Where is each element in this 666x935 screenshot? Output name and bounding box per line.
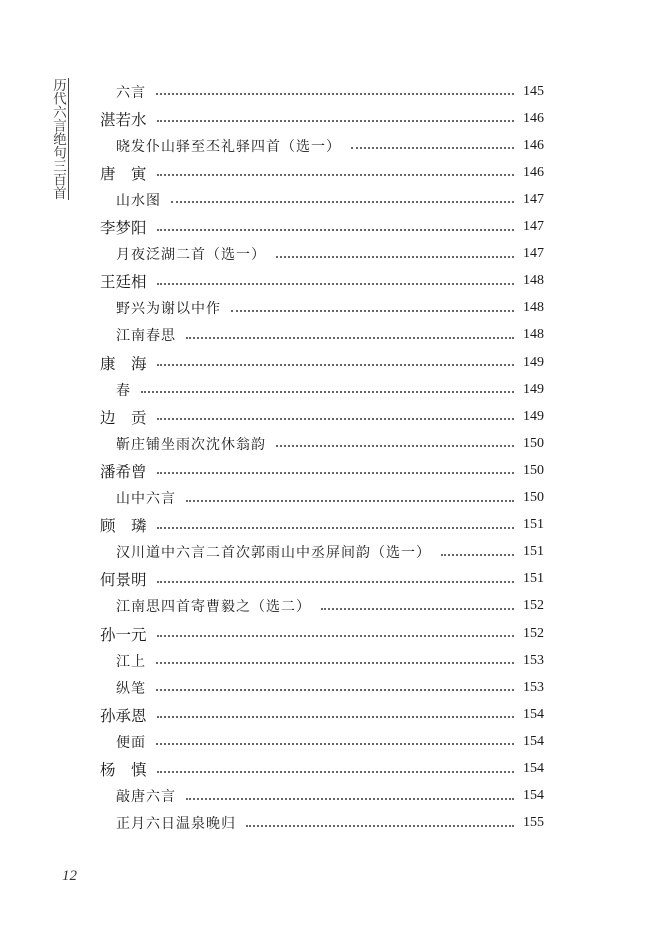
- poem-title: 江南思四首寄曹毅之（选二）: [116, 599, 311, 616]
- toc-entry-author: [0, 620, 544, 647]
- page-ref: 154: [523, 761, 544, 776]
- dot-leader: [156, 92, 514, 95]
- dot-leader: [156, 742, 514, 745]
- page-ref: 150: [523, 435, 544, 451]
- page-ref: 145: [523, 83, 544, 99]
- toc-entry-poem: [0, 647, 544, 674]
- poem-title: 正月六日温泉晚归: [116, 816, 236, 833]
- toc-entry-poem: [0, 783, 544, 810]
- toc-entry-poem: [0, 539, 544, 566]
- toc-entry-poem: [0, 430, 544, 457]
- poem-title: 山水图: [116, 192, 161, 209]
- poem-title: 晓发仆山驿至丕礼驿四首（选一）: [116, 138, 341, 155]
- author-name: 潘希曾: [100, 462, 147, 481]
- toc-entry-author: [0, 457, 544, 484]
- toc-entry-poem: [0, 186, 544, 213]
- toc-entry-poem: [0, 593, 544, 620]
- dot-leader: [186, 336, 514, 339]
- dot-leader: [276, 255, 514, 258]
- toc-entry-author: [0, 701, 544, 728]
- dot-leader: [246, 824, 514, 827]
- page-ref: 154: [523, 706, 544, 722]
- page-ref: 152: [523, 625, 544, 641]
- page-ref: 149: [523, 354, 544, 370]
- dot-leader: [141, 390, 514, 393]
- toc-entry-poem: [0, 376, 544, 403]
- author-name: 康 海: [100, 354, 147, 373]
- poem-title: 春: [116, 382, 131, 399]
- dot-leader: [157, 634, 514, 637]
- page-ref: 147: [523, 191, 544, 207]
- poem-title: 汉川道中六言二首次郭雨山中丞屏间韵（选一）: [116, 545, 431, 562]
- dot-leader: [157, 526, 514, 529]
- author-name: 杨 慎: [100, 761, 147, 779]
- toc-entry-poem: [0, 322, 544, 349]
- dot-leader: [156, 688, 514, 691]
- page-ref: 146: [523, 137, 544, 153]
- toc-entry-poem: [0, 241, 544, 268]
- toc-entry-poem: [0, 728, 544, 755]
- dot-leader: [157, 580, 514, 583]
- page-ref: 148: [523, 300, 544, 316]
- page-ref: 153: [523, 652, 544, 668]
- author-name: 唐 寅: [100, 164, 147, 183]
- page-ref: 150: [523, 490, 544, 505]
- toc-entry-author: [0, 214, 544, 241]
- toc-entry-poem: [0, 78, 544, 105]
- poem-title: 便面: [116, 734, 146, 751]
- toc-entry-poem: [0, 132, 544, 159]
- dot-leader: [231, 309, 514, 312]
- poem-title: 月夜泛湖二首（选一）: [116, 247, 266, 264]
- page-ref: 148: [523, 273, 544, 289]
- page-ref: 153: [523, 679, 544, 695]
- author-name: 王廷相: [100, 273, 147, 292]
- page-ref: 146: [523, 110, 544, 126]
- poem-title: 山中六言: [116, 491, 176, 507]
- author-name: 李梦阳: [100, 219, 147, 237]
- dot-leader: [157, 363, 514, 366]
- page-ref: 146: [523, 164, 544, 180]
- page-ref: 154: [523, 733, 544, 749]
- poem-title: 纵笔: [116, 680, 146, 697]
- dot-leader: [157, 228, 514, 231]
- dot-leader: [157, 417, 514, 420]
- dot-leader: [157, 471, 514, 474]
- page-ref: 151: [523, 571, 544, 587]
- poem-title: 靳庄铺坐雨次沈休翁韵: [116, 436, 266, 453]
- running-head-book-title: 历代六言绝句三百首: [50, 78, 69, 200]
- page-ref: 147: [523, 219, 544, 234]
- toc-entry-poem: [0, 674, 544, 701]
- dot-leader: [157, 770, 514, 773]
- toc-entry-poem: [0, 485, 544, 512]
- dot-leader: [276, 444, 514, 447]
- toc-entry-author: [0, 403, 544, 430]
- page-ref: 147: [523, 246, 544, 262]
- dot-leader: [157, 715, 514, 718]
- page-ref: 154: [523, 788, 544, 804]
- toc-entry-poem: [0, 810, 544, 837]
- page-ref: 148: [523, 327, 544, 343]
- author-name: 何景明: [100, 571, 147, 590]
- poem-title: 六言: [116, 84, 146, 101]
- dot-leader: [157, 282, 514, 285]
- toc-entry-author: [0, 512, 544, 539]
- page-ref: 149: [523, 381, 544, 397]
- poem-title: 敲唐六言: [116, 789, 176, 806]
- page-ref: 149: [523, 408, 544, 424]
- author-name: 孙承恩: [100, 706, 147, 725]
- dot-leader: [186, 797, 514, 800]
- dot-leader: [351, 146, 514, 149]
- poem-title: 江南春思: [116, 328, 176, 345]
- page-ref: 152: [523, 598, 544, 614]
- dot-leader: [157, 173, 514, 176]
- page-ref: 155: [523, 815, 544, 831]
- dot-leader: [171, 200, 514, 203]
- toc-entry-author: [0, 566, 544, 593]
- poem-title: 野兴为谢以中作: [116, 301, 221, 318]
- toc-entry-author: [0, 756, 544, 783]
- dot-leader: [321, 607, 514, 610]
- toc-entry-author: [0, 268, 544, 295]
- dot-leader: [156, 661, 514, 664]
- poem-title: 江上: [116, 653, 146, 670]
- page-ref: 151: [523, 544, 544, 560]
- author-name: 边 贡: [100, 408, 147, 427]
- toc-entry-author: [0, 105, 544, 132]
- author-name: 顾 璘: [100, 517, 147, 536]
- dot-leader: [157, 119, 514, 122]
- toc-entry-author: [0, 159, 544, 186]
- dot-leader: [186, 499, 514, 502]
- page-number: 12: [62, 868, 77, 884]
- page-ref: 151: [523, 517, 544, 533]
- toc-entry-poem: [0, 295, 544, 322]
- author-name: 湛若水: [100, 110, 147, 129]
- author-name: 孙一元: [100, 625, 147, 644]
- toc-entry-author: [0, 349, 544, 376]
- page-ref: 150: [523, 462, 544, 478]
- dot-leader: [441, 553, 514, 556]
